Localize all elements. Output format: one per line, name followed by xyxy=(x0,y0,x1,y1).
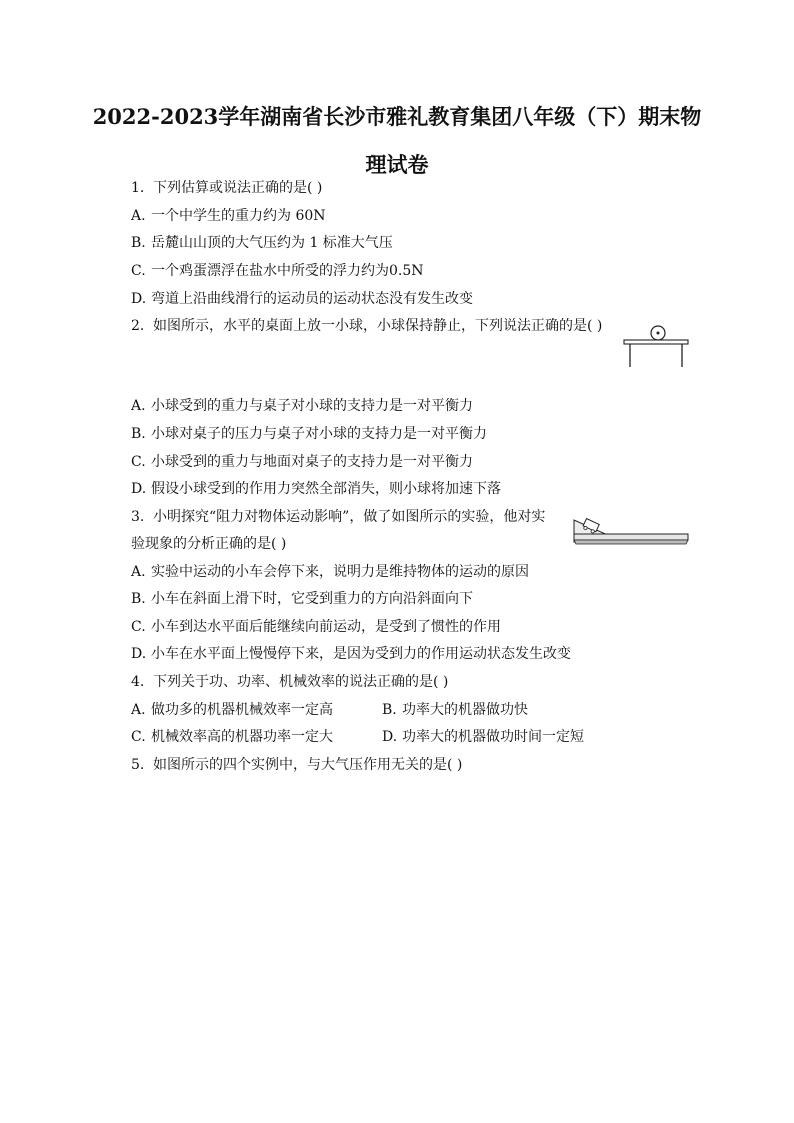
q2-option-a: A. 小球受到的重力与桌子对小球的支持力是一对平衡力 xyxy=(131,398,473,414)
q3-option-a: A. 实验中运动的小车会停下来，说明力是维持物体的运动的原因 xyxy=(131,564,529,580)
q1-option-c: C. 一个鸡蛋漂浮在盐水中所受的浮力约为0.5N xyxy=(131,263,424,279)
question-text: 下列关于功、功率、机械效率的说法正确的是( ) xyxy=(153,674,449,690)
q2-option-c: C. 小球受到的重力与地面对桌子的支持力是一对平衡力 xyxy=(131,454,473,470)
q2-option-d: D. 假设小球受到的作用力突然全部消失，则小球将加速下落 xyxy=(131,481,501,497)
q4-option-a: A. 做功多的机器机械效率一定高 xyxy=(131,702,333,718)
question-text: 验现象的分析正确的是( ) xyxy=(131,536,287,552)
table-top xyxy=(624,340,688,344)
q3-option-d: D. 小车在水平面上慢慢停下来，是因为受到力的作用运动状态发生改变 xyxy=(131,646,571,662)
question-number: 4. xyxy=(131,674,145,690)
question-number: 5. xyxy=(131,757,145,773)
question-text: 如图所示，水平的桌面上放一小球，小球保持静止，下列说法正确的是( ) xyxy=(153,318,603,334)
q4-option-d: D. 功率大的机器做功时间一定短 xyxy=(382,729,584,745)
question-text: 小明探究“阻力对物体运动影响”，做了如图所示的实验，他对实 xyxy=(153,509,546,525)
q1-option-d: D. 弯道上沿曲线滑行的运动员的运动状态没有发生改变 xyxy=(131,291,473,307)
ramp-cart-figure xyxy=(570,514,692,546)
question-1-stem xyxy=(131,178,322,198)
q2-option-b: B. 小球对桌子的压力与桌子对小球的支持力是一对平衡力 xyxy=(131,426,487,442)
question-3-stem-line-2 xyxy=(131,534,286,554)
q4-option-c: C. 机械效率高的机器功率一定大 xyxy=(131,729,333,745)
question-text: 如图所示的四个实例中，与大气压作用无关的是( ) xyxy=(153,757,463,773)
question-4-stem xyxy=(131,672,448,692)
question-number: 3. xyxy=(131,509,145,525)
question-3-stem-line-1 xyxy=(131,507,545,527)
horizontal-board xyxy=(574,534,688,540)
q1-option-b: B. 岳麓山山顶的大气压约为 1 标准大气压 xyxy=(131,235,393,251)
question-text: 下列估算或说法正确的是( ) xyxy=(153,180,323,196)
question-number: 1. xyxy=(131,180,145,196)
question-2-stem xyxy=(131,316,602,336)
q1-option-a: A. 一个中学生的重力约为 60N xyxy=(131,208,326,224)
page-title xyxy=(0,93,794,189)
q3-option-b: B. 小车在斜面上滑下时，它受到重力的方向沿斜面向下 xyxy=(131,591,473,607)
table-with-ball-figure xyxy=(620,322,692,370)
question-5-stem xyxy=(131,755,462,775)
q3-option-c: C. 小车到达水平面后能继续向前运动，是受到了惯性的作用 xyxy=(131,619,501,635)
board-edge xyxy=(574,540,688,544)
q4-option-b: B. 功率大的机器做功快 xyxy=(382,702,528,718)
title-line-2: 理试卷 xyxy=(365,152,429,177)
question-number: 2. xyxy=(131,318,145,334)
title-line-1: 2022-2023学年湖南省长沙市雅礼教育集团八年级（下）期末物 xyxy=(92,104,702,129)
